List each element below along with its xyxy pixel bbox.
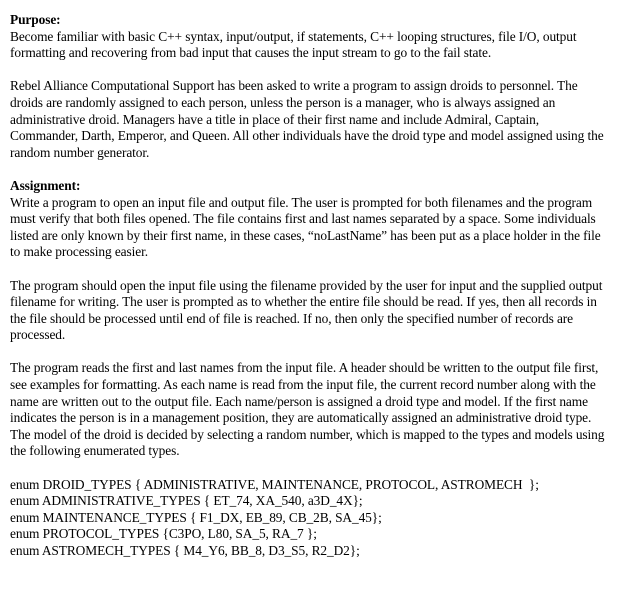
paragraph-spacer — [10, 460, 610, 477]
paragraph-spacer — [10, 161, 610, 178]
paragraph-spacer — [10, 344, 610, 361]
background-paragraph: Rebel Alliance Computational Support has been asked to write a program to assign droids to personnel. The droids are randomly assigned to each person, unless the person is a manager, who is always assigned an administrative droid. Managers have a title in place of their first name and include Admiral, Captain, Commander, Darth, Emperor, and Queen. All other individuals have the droid type and model assigned using the random number generator. — [10, 78, 604, 160]
assignment-paragraph-processing: The program should open the input file using the filename provided by the user for input and the supplied output filename for writing. The user is prompted as to whether the entire file should be read. If yes, then all records in the file should be processed until end of file is reached. If no, then only the specified number of records are processed. — [10, 277, 603, 343]
assignment-paragraph-droids: The program reads the first and last names from the input file. A header should be written to the output file first, see examples for formatting. As each name is read from the input file, the current record number along with the name are written out to the output file. Each name/person is assigned a droid type and model. If the first name indicates the person is in a management position, they are automatically assigned an administrative droid type. The model of the droid is decided by selecting a random number, which is mapped to the types and models using the following enumerated types. — [10, 360, 605, 459]
enum-droid-types: enum DROID_TYPES { ADMINISTRATIVE, MAINTENANCE, PROTOCOL, ASTROMECH }; — [10, 476, 539, 492]
enum-definitions — [10, 477, 610, 560]
assignment-heading: Assignment: — [10, 177, 81, 193]
document-body — [10, 12, 610, 560]
enum-protocol-types: enum PROTOCOL_TYPES {C3PO, L80, SA_5, RA_7 }; — [10, 526, 317, 542]
assignment-paragraph-files: Write a program to open an input file and output file. The user is prompted for both filenames and the program must verify that both files opened. The file contains first and last names separated by a space. Some individuals listed are only known by their first name, in these cases, “noLastName” has been put as a place holder in the file to make processing easier. — [10, 194, 601, 260]
paragraph-spacer — [10, 261, 610, 278]
paragraph-spacer — [10, 62, 610, 79]
enum-maintenance-types: enum MAINTENANCE_TYPES { F1_DX, EB_89, CB_2B, SA_45}; — [10, 509, 382, 525]
enum-administrative-types: enum ADMINISTRATIVE_TYPES { ET_74, XA_540, a3D_4X}; — [10, 493, 363, 509]
purpose-paragraph: Become familiar with basic C++ syntax, input/output, if statements, C++ looping structures, file I/O, output formatting and recovering from bad input that causes the input stream to go to the fail state. — [10, 28, 577, 61]
purpose-heading: Purpose: — [10, 12, 61, 27]
enum-astromech-types: enum ASTROMECH_TYPES { M4_Y6, BB_8, D3_S5, R2_D2}; — [10, 543, 360, 558]
